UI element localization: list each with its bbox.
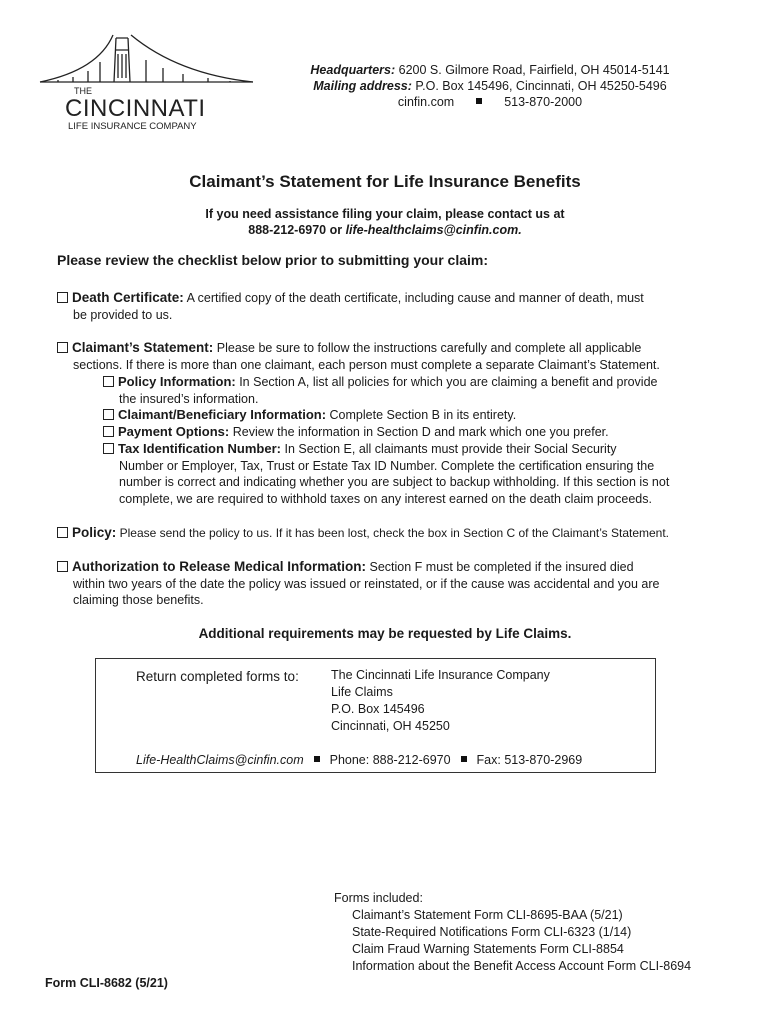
- form-list-item: State-Required Notifications Form CLI-6323 (1/14): [352, 925, 632, 939]
- return-phone: Phone: 888-212-6970: [329, 753, 451, 767]
- form-number: Form CLI-8682 (5/21): [45, 976, 168, 990]
- form-list-item: Information about the Benefit Access Account Form CLI-8694: [352, 959, 692, 973]
- checkbox-authorization[interactable]: [57, 561, 68, 572]
- checklist-item-claimant-statement: [57, 340, 727, 373]
- company-logo: [38, 30, 260, 132]
- checklist-item-death-certificate: [57, 290, 727, 323]
- item-label: Policy:: [72, 525, 117, 540]
- assistance-email-link[interactable]: life-healthclaims@cinfin.com.: [345, 223, 522, 237]
- bullet-icon: [314, 756, 320, 762]
- return-company: The Cincinnati Life Insurance Company: [331, 668, 550, 682]
- return-fax: Fax: 513-870-2969: [476, 753, 583, 767]
- return-address-box: [95, 658, 656, 773]
- page-title: Claimant’s Statement for Life Insurance Benefits: [189, 172, 581, 191]
- item-text: the insured’s information.: [119, 391, 259, 406]
- item-text: complete, we are required to withhold taxes on any interest earned on the death claim proceeds.: [119, 491, 652, 506]
- item-label: Claimant/Beneficiary Information:: [118, 407, 327, 422]
- item-text: within two years of the date the policy was issued or reinstated, or if the cause was accidental and you are: [73, 576, 660, 591]
- checkbox-death-certificate[interactable]: [57, 292, 68, 303]
- additional-requirements-note: Additional requirements may be requested by Life Claims.: [198, 626, 572, 641]
- item-text: Review the information in Section D and mark which one you prefer.: [229, 425, 609, 439]
- checklist-subitem-payment-options: [103, 424, 727, 441]
- return-email-link[interactable]: Life-HealthClaims@cinfin.com: [136, 753, 304, 767]
- return-city: Cincinnati, OH 45250: [331, 719, 450, 733]
- forms-heading: Forms included:: [334, 891, 423, 905]
- bullet-icon: [461, 756, 467, 762]
- checkbox-payment-options[interactable]: [103, 426, 114, 437]
- return-pobox: P.O. Box 145496: [331, 702, 425, 716]
- header-contact: [290, 62, 690, 110]
- logo-name-text: CINCINNATI: [65, 95, 206, 122]
- return-address: [331, 667, 550, 735]
- hq-label: Headquarters:: [310, 63, 396, 77]
- mail-address: P.O. Box 145496, Cincinnati, OH 45250-5496: [415, 79, 667, 93]
- item-label: Authorization to Release Medical Information:: [72, 559, 367, 574]
- item-label: Payment Options:: [118, 424, 230, 439]
- item-text: Please send the policy to us. If it has been lost, check the box in Section C of the Claimant’s Statement.: [116, 526, 670, 540]
- checklist-item-policy: [57, 525, 727, 542]
- checklist-item-authorization: [57, 559, 727, 609]
- item-text: claiming those benefits.: [73, 593, 204, 607]
- item-label: Claimant’s Statement:: [72, 340, 214, 355]
- logo-the-text: THE: [74, 86, 92, 96]
- checkbox-tax-id[interactable]: [103, 443, 114, 454]
- item-text: sections. If there is more than one claimant, each person must complete a separate Claimant’s Statement.: [73, 357, 660, 372]
- item-text: A certified copy of the death certificate, including cause and manner of death, must: [183, 291, 644, 305]
- checklist-heading: Please review the checklist below prior to submitting your claim:: [57, 252, 489, 268]
- assistance-note: [0, 206, 770, 238]
- website-link[interactable]: cinfin.com: [397, 95, 455, 109]
- checkbox-policy[interactable]: [57, 527, 68, 538]
- checkbox-policy-information[interactable]: [103, 376, 114, 387]
- checkbox-claimant-statement[interactable]: [57, 342, 68, 353]
- checklist-subitem-beneficiary: [103, 407, 727, 424]
- return-dept: Life Claims: [331, 685, 393, 699]
- assistance-phone: 888-212-6970 or: [248, 223, 346, 237]
- item-text: Number or Employer, Tax, Trust or Estate Tax ID Number. Complete the certification ensuring the: [119, 458, 655, 473]
- checklist-subitem-tax-id: [103, 441, 727, 507]
- hq-address: 6200 S. Gilmore Road, Fairfield, OH 45014-5141: [398, 63, 670, 77]
- item-text: In Section A, list all policies for which you are claiming a benefit and provide: [235, 375, 658, 389]
- return-contact: [136, 753, 582, 767]
- forms-included: [334, 890, 691, 975]
- item-text: be provided to us.: [73, 307, 173, 322]
- logo-subtitle-text: LIFE INSURANCE COMPANY: [68, 121, 197, 132]
- form-list-item: Claimant’s Statement Form CLI-8695-BAA (5/21): [352, 908, 623, 922]
- assistance-line: If you need assistance filing your claim, please contact us at: [205, 207, 565, 221]
- item-text: Complete Section B in its entirety.: [326, 408, 517, 422]
- item-label: Policy Information:: [118, 374, 236, 389]
- checklist-subitem-policy-information: [103, 374, 727, 407]
- item-text: Section F must be completed if the insured died: [366, 560, 634, 574]
- item-text: In Section E, all claimants must provide their Social Security: [281, 442, 617, 456]
- bullet-icon: [476, 98, 482, 104]
- item-label: Death Certificate:: [72, 290, 184, 305]
- item-text: number is correct and indicating whether you are subject to backup withholding. If this section is not: [119, 475, 670, 489]
- checkbox-beneficiary[interactable]: [103, 409, 114, 420]
- return-label: Return completed forms to:: [136, 669, 299, 684]
- item-text: Please be sure to follow the instructions carefully and complete all applicable: [213, 341, 642, 355]
- item-label: Tax Identification Number:: [118, 441, 281, 456]
- mail-label: Mailing address:: [313, 79, 412, 93]
- form-list-item: Claim Fraud Warning Statements Form CLI-8854: [352, 942, 624, 956]
- header-phone: 513-870-2000: [504, 95, 583, 109]
